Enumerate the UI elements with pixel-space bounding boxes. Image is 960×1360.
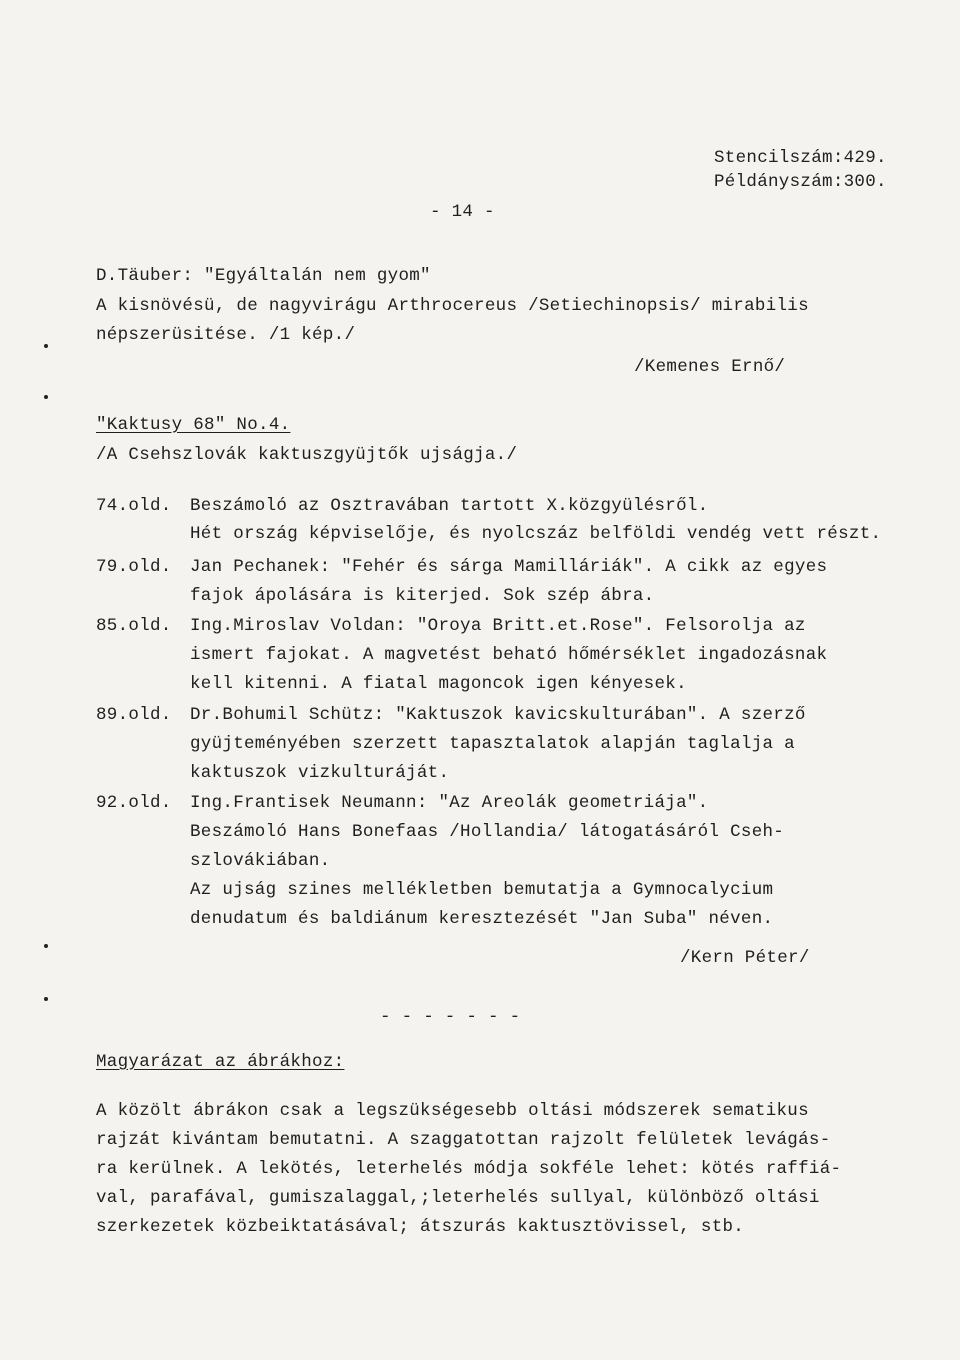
- review-author: /Kern Péter/: [680, 948, 810, 968]
- entry-line: ismert fajokat. A magvetést beható hőmérséklet ingadozásnak: [190, 645, 828, 665]
- entry-line: fajok ápolására is kiterjed. Sok szép ábra.: [190, 586, 655, 606]
- entry-line: Beszámoló Hans Bonefaas /Hollandia/ látogatásáról Cseh-: [190, 822, 785, 842]
- entry-line: Ing.Frantisek Neumann: "Az Areolák geometriája".: [190, 793, 709, 813]
- review-source-description: /A Csehszlovák kaktuszgyüjtők ujságja./: [96, 445, 518, 465]
- entry-line: Beszámoló az Osztravában tartott X.közgyülésről.: [190, 496, 709, 516]
- explanation-heading: Magyarázat az ábrákhoz:: [96, 1052, 345, 1072]
- margin-speck: [44, 395, 48, 399]
- article-text-line: népszerüsitése. /1 kép./: [96, 325, 356, 345]
- explanation-line: rajzát kivántam bemutatni. A szaggatottan rajzolt felületek levágás-: [96, 1130, 831, 1150]
- entry-page-ref: 89.old.: [96, 705, 172, 725]
- entry-page-ref: 92.old.: [96, 793, 172, 813]
- entry-page-ref: 79.old.: [96, 557, 172, 577]
- article-title: D.Täuber: "Egyáltalán nem gyom": [96, 266, 431, 286]
- entry-page-ref: 74.old.: [96, 496, 172, 516]
- margin-speck: [44, 997, 48, 1001]
- article-text-line: A kisnövésü, de nagyvirágu Arthrocereus /Setiechinopsis/ mirabilis: [96, 296, 809, 316]
- page-number: - 14 -: [430, 202, 495, 222]
- entry-line: denudatum és baldiánum keresztezését "Jan Suba" néven.: [190, 909, 774, 929]
- copies-count: Példányszám:300.: [714, 172, 887, 192]
- entry-line: Hét ország képviselője, és nyolcszáz belföldi vendég vett részt.: [190, 524, 882, 544]
- explanation-line: val, parafával, gumiszalaggal,;leterhelés sullyal, különböző oltási: [96, 1188, 820, 1208]
- dash-separator: - - - - - - -: [380, 1007, 521, 1027]
- margin-speck: [44, 944, 48, 948]
- explanation-line: szerkezetek közbeiktatásával; átszurás kaktusztövissel, stb.: [96, 1217, 745, 1237]
- review-source: "Kaktusy 68" No.4.: [96, 415, 291, 435]
- entry-line: gyüjteményében szerzett tapasztalatok alapján taglalja a: [190, 734, 795, 754]
- entry-line: Az ujság szines mellékletben bemutatja a Gymnocalycium: [190, 880, 774, 900]
- entry-line: Dr.Bohumil Schütz: "Kaktuszok kavicskulturában". A szerző: [190, 705, 806, 725]
- margin-speck: [44, 344, 48, 348]
- entry-line: kaktuszok vizkulturáját.: [190, 763, 450, 783]
- entry-line: Jan Pechanek: "Fehér és sárga Mamilláriák". A cikk az egyes: [190, 557, 828, 577]
- entry-page-ref: 85.old.: [96, 616, 172, 636]
- entry-line: Ing.Miroslav Voldan: "Oroya Britt.et.Rose". Felsorolja az: [190, 616, 806, 636]
- entry-line: szlovákiában.: [190, 851, 331, 871]
- stencil-number: Stencilszám:429.: [714, 148, 887, 168]
- explanation-line: ra kerülnek. A lekötés, leterhelés módja sokféle lehet: kötés raffiá-: [96, 1159, 842, 1179]
- explanation-line: A közölt ábrákon csak a legszükségesebb oltási módszerek sematikus: [96, 1101, 809, 1121]
- entry-line: kell kitenni. A fiatal magoncok igen kényesek.: [190, 674, 687, 694]
- article-author: /Kemenes Ernő/: [634, 357, 786, 377]
